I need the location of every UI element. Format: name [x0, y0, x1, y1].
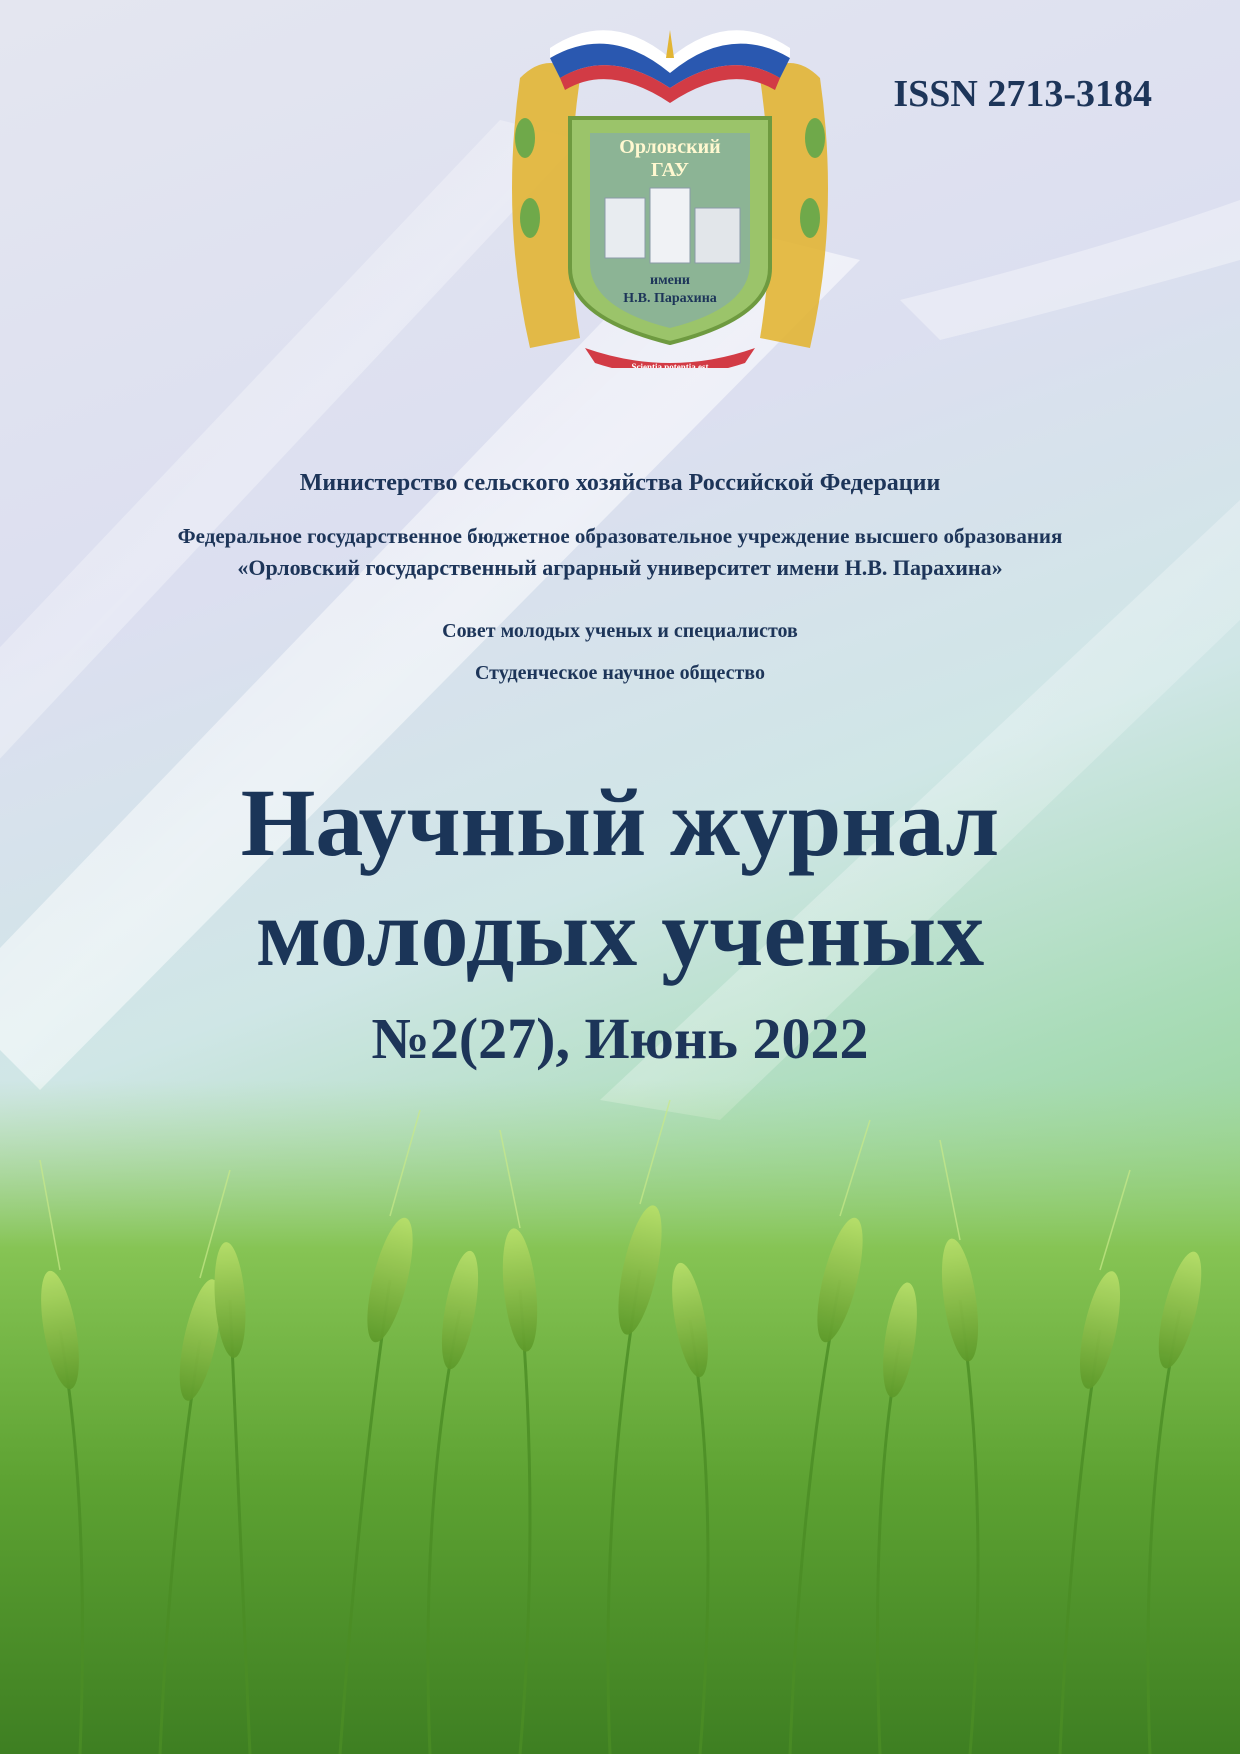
- institution-name: «Орловский государственный аграрный университет имени Н.В. Парахина»: [237, 555, 1003, 580]
- emblem-motto: Scientia potentia est: [631, 362, 709, 368]
- university-emblem-icon: [490, 18, 850, 368]
- emblem-line1: Орловский: [619, 136, 721, 158]
- society-name: Студенческое научное общество: [475, 662, 765, 684]
- ministry-name: Министерство сельского хозяйства Российской Федерации: [299, 470, 941, 496]
- journal-title-line2: молодых ученых: [255, 879, 985, 986]
- emblem-line4: Н.В. Парахина: [623, 291, 717, 306]
- institution-type: Федеральное государственное бюджетное образовательное учреждение высшего образования: [177, 524, 1063, 548]
- issue-number: №2(27), Июнь 2022: [371, 1006, 869, 1071]
- emblem-line2: ГАУ: [651, 159, 689, 181]
- issn-number: ISSN 2713-3184: [893, 73, 1152, 115]
- council-name: Совет молодых ученых и специалистов: [442, 620, 798, 642]
- wheat-field-icon: [0, 1080, 1240, 1754]
- journal-title-line1: Научный журнал: [240, 769, 1000, 876]
- emblem-line3: имени: [650, 273, 690, 288]
